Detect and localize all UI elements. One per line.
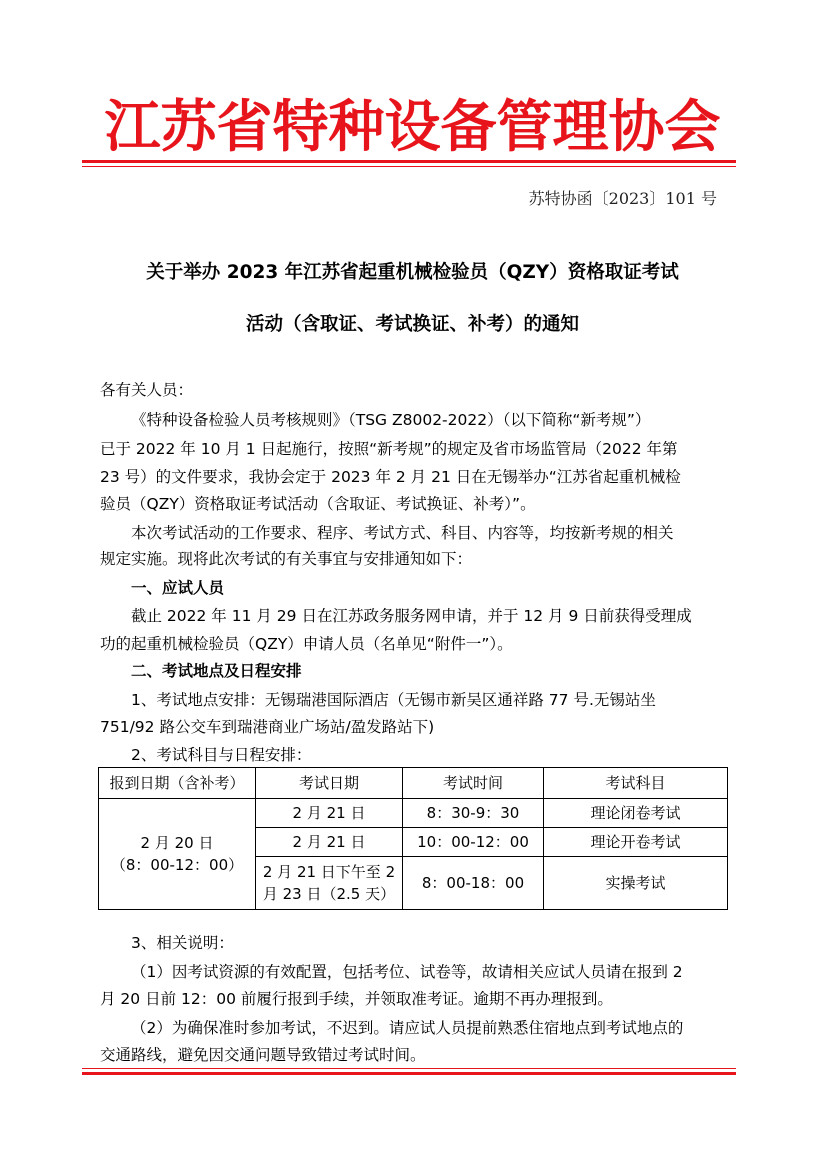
header-rule-thick <box>82 160 736 163</box>
document-number: 苏特协函〔2023〕101 号 <box>528 189 717 208</box>
paragraph-line: （1）因考试资源的有效配置，包括考位、试卷等，故请相关应试人员请在报到 2 <box>131 963 683 981</box>
paragraph-line: 规定实施。现将此次考试的有关事宜与安排通知如下： <box>100 550 473 568</box>
table-header-row <box>99 768 728 799</box>
table-header-cell: 考试时间 <box>403 768 544 799</box>
exam-date-line: 月 23 日（2.5 天） <box>262 885 396 903</box>
paragraph-line: 已于 2022 年 10 月 1 日起施行，按照“新考规”的规定及省市场监管局（2022 年第 <box>100 440 678 458</box>
paragraph-line: 1、考试地点安排：无锡瑞港国际酒店（无锡市新吴区通祥路 77 号.无锡站坐 <box>131 691 656 709</box>
exam-time-cell: 8：00-18：00 <box>403 857 544 910</box>
organization-title: 江苏省特种设备管理协会 <box>104 94 721 160</box>
paragraph-line: 751/92 路公交车到瑞港商业广场站/盈发路站下) <box>100 718 435 736</box>
table-header-cell: 考试科目 <box>544 768 728 799</box>
paragraph-line: （2）为确保准时参加考试，不迟到。请应试人员提前熟悉住宿地点到考试地点的 <box>131 1019 684 1037</box>
paragraph-line: 本次考试活动的工作要求、程序、考试方式、科目、内容等，均按新考规的相关 <box>131 524 674 542</box>
exam-date-cell: 2 月 21 日 <box>256 828 403 857</box>
paragraph-line: 3、相关说明： <box>131 934 234 952</box>
salutation: 各有关人员： <box>100 381 194 399</box>
table-row <box>99 799 728 828</box>
exam-date-cell: 2 月 21 日 <box>256 799 403 828</box>
exam-subject-cell: 实操考试 <box>544 857 728 910</box>
paragraph-line: 2、考试科目与日程安排： <box>131 746 312 764</box>
report-date: 2 月 20 日 <box>140 834 214 852</box>
schedule-table <box>98 767 728 910</box>
table-header-cell: 报到日期（含补考） <box>99 768 256 799</box>
paragraph-line: 月 20 日前 12：00 前履行报到手续，并领取准考证。逾期不再办理报到。 <box>100 990 613 1008</box>
paragraph-line: 交通路线，避免因交通问题导致错过考试时间。 <box>100 1046 426 1064</box>
paragraph-line: 23 号）的文件要求，我协会定于 2023 年 2 月 21 日在无锡举办“江苏省起重机械检 <box>100 468 681 486</box>
footer-rule-thin <box>82 1068 736 1069</box>
section-heading: 二、考试地点及日程安排 <box>131 662 302 680</box>
exam-time-cell: 10：00-12：00 <box>403 828 544 857</box>
notice-title-line2: 活动（含取证、考试换证、补考）的通知 <box>245 314 579 335</box>
exam-time-cell: 8：30-9：30 <box>403 799 544 828</box>
section-heading: 一、应试人员 <box>131 579 225 597</box>
exam-subject-cell: 理论开卷考试 <box>544 828 728 857</box>
paragraph-line: 截止 2022 年 11 月 29 日在江苏政务服务网申请，并于 12 月 9 日前获得受理成 <box>131 607 692 625</box>
exam-date-cell <box>256 857 403 910</box>
paragraph-line: 《特种设备检验人员考核规则》（TSG Z8002-2022）（以下简称“新考规”） <box>131 411 651 429</box>
table-header-cell: 考试日期 <box>256 768 403 799</box>
exam-subject-cell: 理论闭卷考试 <box>544 799 728 828</box>
paragraph-line: 验员（QZY）资格取证考试活动（含取证、考试换证、补考）”。 <box>100 495 536 513</box>
report-time: （8：00-12：00） <box>110 856 244 874</box>
paragraph-line: 功的起重机械检验员（QZY）申请人员（名单见“附件一”）。 <box>100 635 513 653</box>
report-date-cell <box>99 799 256 910</box>
notice-title-line1: 关于举办 2023 年江苏省起重机械检验员（QZY）资格取证考试 <box>146 262 679 283</box>
exam-date-line: 2 月 21 日下午至 2 <box>262 863 396 881</box>
footer-rule-thick <box>82 1072 736 1075</box>
header-rule-thin <box>82 166 736 167</box>
